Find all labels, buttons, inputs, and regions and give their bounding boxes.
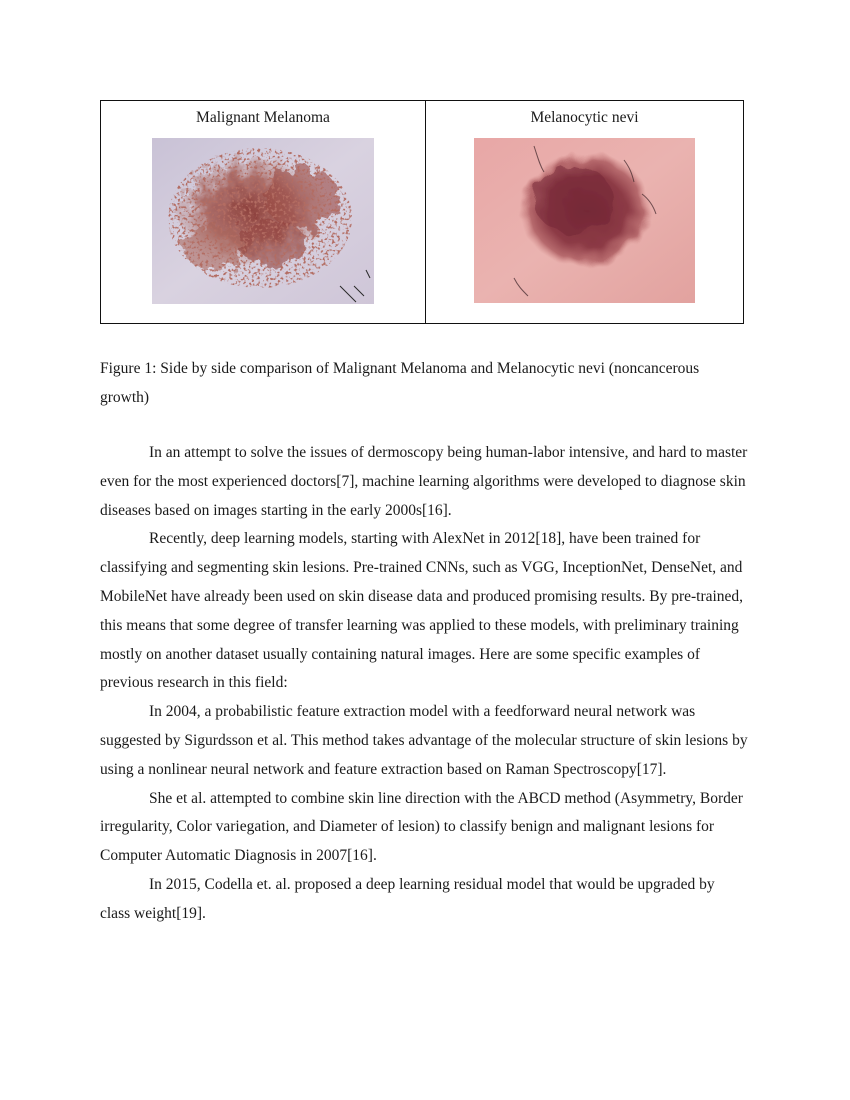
paragraph: In an attempt to solve the issues of dermoscopy being human-labor intensive, and hard to master even for the most experienced doctors[7], machine learning algorithms were developed to diagnose skin diseases based on images starting in the early 2000s[16]. bbox=[100, 444, 748, 519]
figure-table bbox=[100, 100, 744, 324]
paragraph: She et al. attempted to combine skin line direction with the ABCD method (Asymmetry, Border irregularity, Color variegation, and Diameter of lesion) to classify benign and malignant lesions for Computer Automatic Diagnosis in 2007[16]. bbox=[100, 789, 743, 865]
figure-label-nevi: Melanocytic nevi bbox=[530, 109, 639, 126]
nevi-image bbox=[474, 138, 695, 303]
body-text bbox=[100, 439, 748, 929]
melanoma-image bbox=[152, 138, 374, 304]
figure-label-melanoma: Malignant Melanoma bbox=[196, 109, 330, 126]
paragraph: Recently, deep learning models, starting with AlexNet in 2012[18], have been trained for classifying and segmenting skin lesions. Pre-trained CNNs, such as VGG, InceptionNet, DenseNet, and MobileNet have already been used on skin disease data and produced promising results. By pre-trained, this means that some degree of transfer learning was applied to these models, with preliminary training mostly on another dataset usually containing natural images. Here are some specific examples of previous research in this field: bbox=[100, 530, 744, 692]
paragraph: In 2015, Codella et. al. proposed a deep learning residual model that would be upgraded by class weight[19]. bbox=[100, 875, 715, 922]
figure-cell-melanoma bbox=[101, 101, 426, 323]
figure-caption: Figure 1: Side by side comparison of Malignant Melanoma and Melanocytic nevi (noncancerous growth) bbox=[100, 360, 700, 406]
figure-cell-nevi bbox=[426, 101, 743, 323]
paragraph: In 2004, a probabilistic feature extraction model with a feedforward neural network was suggested by Sigurdsson et al. This method takes advantage of the molecular structure of skin lesions by using a nonlinear neural network and feature extraction based on Raman Spectroscopy[17]. bbox=[100, 703, 748, 778]
